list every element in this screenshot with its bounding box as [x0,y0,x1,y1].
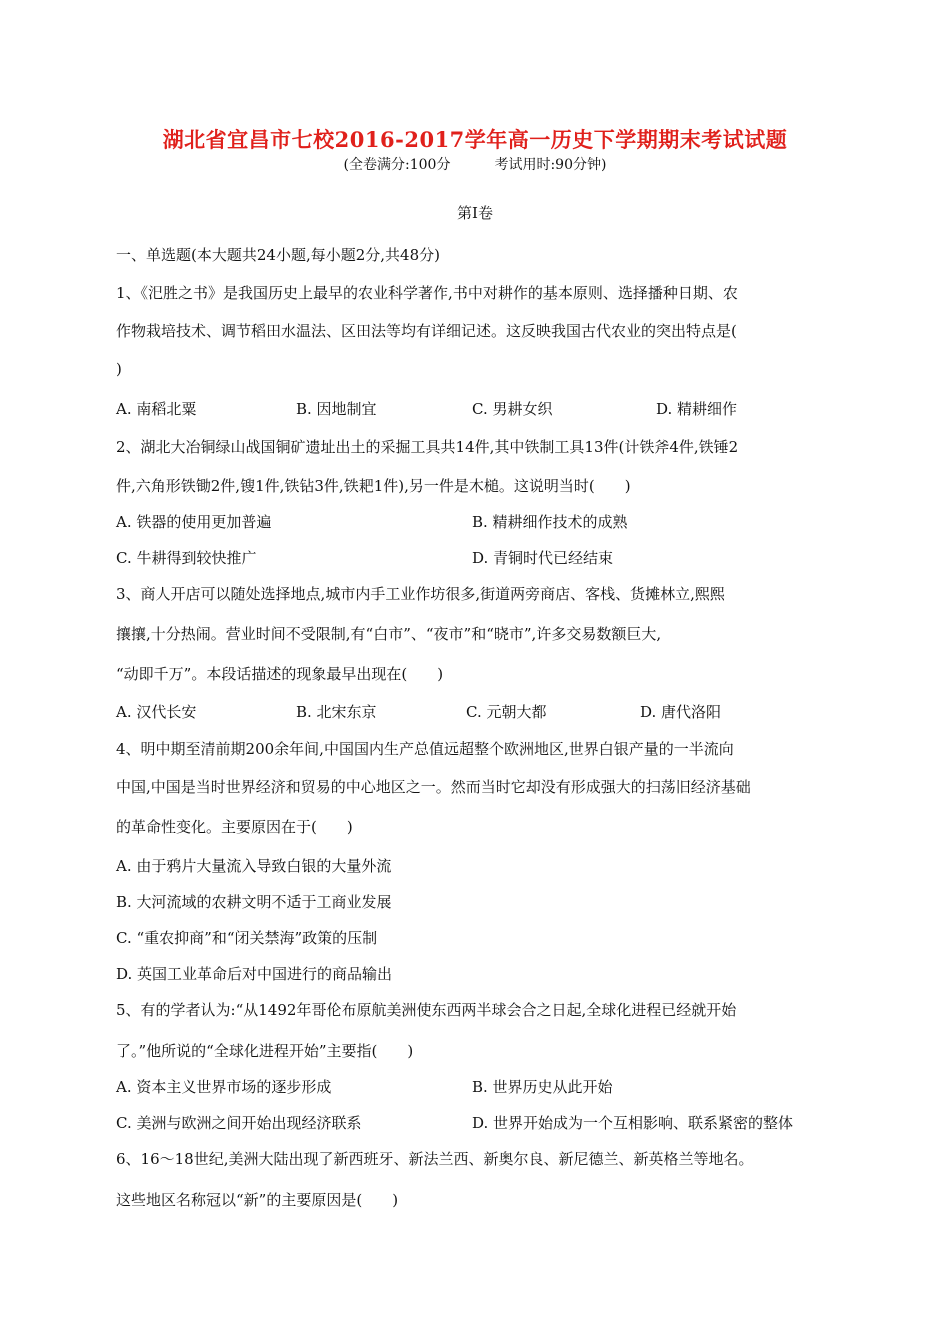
question-3-option-b: B. 北宋东京 [296,703,377,721]
question-1-option-b: B. 因地制宜 [296,400,377,418]
question-3-option-c: C. 元朝大都 [466,703,547,721]
question-1-option-d: D. 精耕细作 [656,400,738,418]
question-1-line-1: 1、《汜胜之书》是我国历史上最早的农业科学著作,书中对耕作的基本原则、选择播种日期、农 [116,284,738,302]
question-5-line-1: 5、有的学者认为:“从1492年哥伦布原航美洲使东西两半球会合之日起,全球化进程已经就开始 [116,1001,737,1019]
section-heading: 第Ⅰ卷 [457,204,493,222]
question-2-option-b: B. 精耕细作技术的成熟 [472,513,628,531]
question-6-line-1: 6、16～18世纪,美洲大陆出现了新西班牙、新法兰西、新奥尔良、新尼德兰、新英格兰等地名。 [116,1150,754,1168]
question-2-option-d: D. 青铜时代已经结束 [472,549,614,567]
question-4-option-c: C. “重农抑商”和“闭关禁海”政策的压制 [116,929,378,947]
question-4-option-b: B. 大河流域的农耕文明不适于工商业发展 [116,893,392,911]
question-5-line-2: 了。”他所说的“全球化进程开始”主要指( ) [116,1042,414,1060]
question-3-line-2: 攘攘,十分热闹。营业时间不受限制,有“白市”、“夜市”和“晓市”,许多交易数额巨大, [116,625,662,643]
question-4-line-1: 4、明中期至清前期200余年间,中国国内生产总值远超整个欧洲地区,世界白银产量的一半流向 [116,740,734,758]
full-score: (全卷满分:100分 [343,157,451,173]
question-1-line-3: ) [116,360,122,378]
question-4-option-d: D. 英国工业革命后对中国进行的商品输出 [116,965,393,983]
question-5-option-a: A. 资本主义世界市场的逐步形成 [116,1078,332,1096]
question-3-option-d: D. 唐代洛阳 [640,703,722,721]
question-4-option-a: A. 由于鸦片大量流入导致白银的大量外流 [116,857,392,875]
exam-duration: 考试用时:90分钟) [494,157,607,173]
question-2-option-a: A. 铁器的使用更加普遍 [116,513,272,531]
question-3-option-a: A. 汉代长安 [116,703,197,721]
question-1-option-c: C. 男耕女织 [472,400,553,418]
question-6-line-2: 这些地区名称冠以“新”的主要原因是( ) [116,1191,399,1209]
question-5-option-c: C. 美洲与欧洲之间开始出现经济联系 [116,1114,362,1132]
question-1-line-2: 作物栽培技术、调节稻田水温法、区田法等均有详细记述。这反映我国古代农业的突出特点是( [116,322,737,340]
question-1-option-a: A. 南稻北粟 [116,400,197,418]
part-heading: 一、单选题(本大题共24小题,每小题2分,共48分) [116,246,440,264]
question-2-line-1: 2、湖北大冶铜绿山战国铜矿遗址出土的采掘工具共14件,其中铁制工具13件(计铁斧4件,铁锤2 [116,438,739,456]
question-2-option-c: C. 牛耕得到较快推广 [116,549,257,567]
question-3-line-1: 3、商人开店可以随处选择地点,城市内手工业作坊很多,街道两旁商店、客栈、货摊林立,熙熙 [116,585,725,603]
question-2-line-2: 件,六角形铁锄2件,锼1件,铁钻3件,铁耙1件),另一件是木槌。这说明当时( ) [116,477,631,495]
question-3-line-3: “动即千万”。本段话描述的现象最早出现在( ) [116,665,444,683]
question-4-line-3: 的革命性变化。主要原因在于( ) [116,818,353,836]
question-5-option-d: D. 世界开始成为一个互相影响、联系紧密的整体 [472,1114,794,1132]
exam-title: 湖北省宜昌市七校2016-2017学年高一历史下学期期末考试试题 [162,127,788,152]
question-4-line-2: 中国,中国是当时世界经济和贸易的中心地区之一。然而当时它却没有形成强大的扫荡旧经济基础 [116,778,751,796]
exam-subtitle [0,154,950,174]
question-5-option-b: B. 世界历史从此开始 [472,1078,613,1096]
